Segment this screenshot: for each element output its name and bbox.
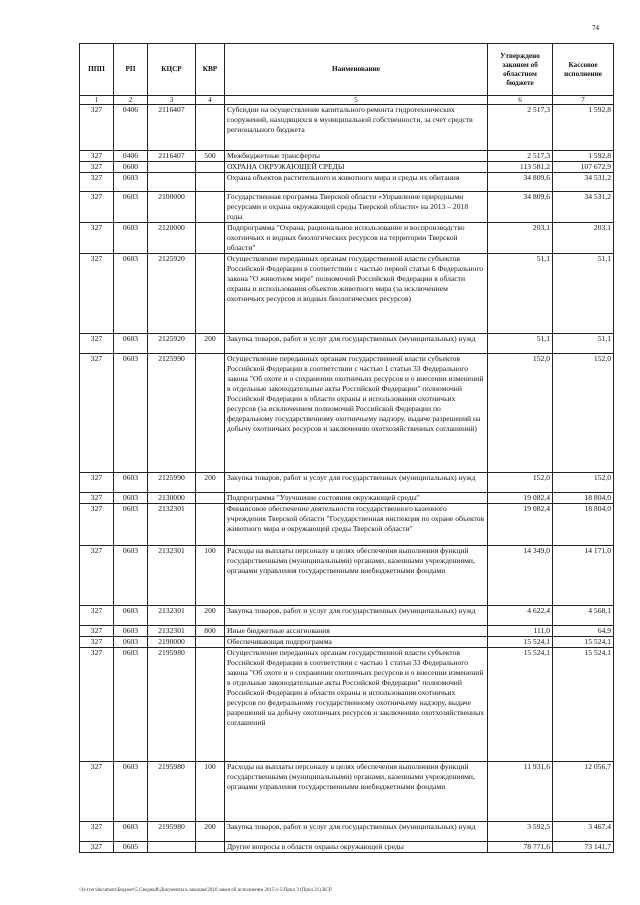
header-approved: Утверждено законом об областном бюджете xyxy=(488,44,553,96)
table-row xyxy=(80,162,614,173)
cell-kvr: 100 xyxy=(196,546,225,606)
header-ppp: ППП xyxy=(80,44,114,96)
cell-name: Закупка товаров, работ и услуг для государственных (муниципальных) нужд xyxy=(225,473,488,493)
cell-cash: 34 531,2 xyxy=(553,173,614,192)
cell-approved: 51,1 xyxy=(488,334,553,354)
table-row xyxy=(80,546,614,606)
cell-cash: 3 467,4 xyxy=(553,822,614,842)
cell-cash: 51,1 xyxy=(553,254,614,334)
cell-name: ОХРАНА ОКРУЖАЮЩЕЙ СРЕДЫ xyxy=(225,162,488,173)
cell-name: Подпрограмма "Улучшение состояния окружающей среды" xyxy=(225,493,488,504)
cell-rp: 0406 xyxy=(114,151,148,162)
cell-cash: 64,9 xyxy=(553,626,614,637)
cell-rp: 0603 xyxy=(114,504,148,546)
cell-kvr xyxy=(196,354,225,473)
cell-cash: 18 804,0 xyxy=(553,504,614,546)
table-row xyxy=(80,334,614,354)
cell-name: Осуществление переданных органам государственной власти субъектов Российской Федерации в соответствии с частью 1 статьи 33 Федерального закона "Об охоте и о сохранении охотничьих ресурсов и о внесении изменений в отдельные законодательные акты Российской Федерации" полномочий Российской Федерации в области охраны и использования охотничьих ресурсов (за исключением полномочий Российской Федерации по федеральному государственному охотничьему надзору, выдаче разрешений на добычу охотничьих ресурсов и заключению охотхозяйственных соглашений) xyxy=(225,354,488,473)
cell-rp: 0603 xyxy=(114,223,148,254)
cell-name: Охрана объектов растительного и животного мира и среды их обитания xyxy=(225,173,488,192)
cell-kvr xyxy=(196,105,225,151)
cell-rp: 0603 xyxy=(114,254,148,334)
table-row xyxy=(80,762,614,822)
cell-ppp: 327 xyxy=(80,223,114,254)
cell-kvr xyxy=(196,842,225,853)
cell-cash: 73 141,7 xyxy=(553,842,614,853)
column-numbers-row xyxy=(80,96,614,105)
table-row xyxy=(80,473,614,493)
cell-rp: 0603 xyxy=(114,606,148,626)
table-row xyxy=(80,105,614,151)
column-number: 3 xyxy=(148,96,196,105)
cell-approved: 111,0 xyxy=(488,626,553,637)
cell-kcsr: 2125920 xyxy=(148,334,196,354)
column-number: 5 xyxy=(225,96,488,105)
header-cash: Кассовое исполнение xyxy=(553,44,614,96)
cell-kcsr: 2195980 xyxy=(148,762,196,822)
table-header-row xyxy=(80,44,614,96)
cell-approved: 51,1 xyxy=(488,254,553,334)
cell-cash: 203,1 xyxy=(553,223,614,254)
column-number: 2 xyxy=(114,96,148,105)
header-kcsr: КЦСР xyxy=(148,44,196,96)
table-row xyxy=(80,354,614,473)
cell-ppp: 327 xyxy=(80,162,114,173)
cell-approved: 2 517,3 xyxy=(488,105,553,151)
cell-kcsr: 2116407 xyxy=(148,105,196,151)
cell-approved: 14 349,0 xyxy=(488,546,553,606)
cell-rp: 0603 xyxy=(114,822,148,842)
cell-name: Расходы на выплаты персоналу в целях обеспечения выполнения функций государственными (муниципальными) органами, казенными учреждениями, органами управления государственными внебюджетными фондами xyxy=(225,762,488,822)
cell-approved: 19 082,4 xyxy=(488,504,553,546)
cell-ppp: 327 xyxy=(80,822,114,842)
cell-name: Закупка товаров, работ и услуг для государственных (муниципальных) нужд xyxy=(225,606,488,626)
cell-kvr xyxy=(196,192,225,223)
cell-ppp: 327 xyxy=(80,648,114,762)
cell-rp: 0603 xyxy=(114,334,148,354)
cell-kcsr: 2195980 xyxy=(148,648,196,762)
cell-kcsr: 2132301 xyxy=(148,626,196,637)
cell-approved: 11 931,6 xyxy=(488,762,553,822)
header-name: Наименование xyxy=(225,44,488,96)
cell-approved: 78 771,6 xyxy=(488,842,553,853)
table-row xyxy=(80,223,614,254)
cell-cash: 1 592,8 xyxy=(553,105,614,151)
cell-name: Обеспечивающая подпрограмма xyxy=(225,637,488,648)
table-row xyxy=(80,626,614,637)
cell-ppp: 327 xyxy=(80,192,114,223)
table-row xyxy=(80,637,614,648)
cell-approved: 152,0 xyxy=(488,354,553,473)
table-row xyxy=(80,151,614,162)
column-number: 1 xyxy=(80,96,114,105)
cell-name: Осуществление переданных органам государственной власти субъектов Российской Федерации в соответствии с частью 1 статьи 33 Федерального закона "Об охоте и о сохранении охотничьих ресурсов и о внесении изменений в отдельные законодательные акты Российской Федерации" полномочий Российской Федерации в области охраны и использования охотничьих ресурсов по федеральному государственному охотничьему надзору, выдаче разрешений на добычу охотничьих ресурсов и заключению охотхозяйственных соглашений xyxy=(225,648,488,762)
table-row xyxy=(80,173,614,192)
cell-rp: 0600 xyxy=(114,162,148,173)
table-row xyxy=(80,493,614,504)
cell-approved: 34 809,6 xyxy=(488,173,553,192)
cell-kcsr: 2125920 xyxy=(148,254,196,334)
header-kvr: КВР xyxy=(196,44,225,96)
cell-approved: 4 622,4 xyxy=(488,606,553,626)
cell-name: Другие вопросы в области охраны окружающей среды xyxy=(225,842,488,853)
cell-name: Финансовое обеспечение деятельности государственного казенного учреждения Тверской области "Государственная инспекция по охране объектов животного мира и окружающей среды Тверской области" xyxy=(225,504,488,546)
table-row xyxy=(80,842,614,853)
cell-kvr xyxy=(196,504,225,546)
cell-approved: 15 524,1 xyxy=(488,637,553,648)
cell-ppp: 327 xyxy=(80,473,114,493)
cell-cash: 18 804,0 xyxy=(553,493,614,504)
table-row xyxy=(80,254,614,334)
cell-ppp: 327 xyxy=(80,254,114,334)
cell-kcsr: 2130000 xyxy=(148,493,196,504)
table-row xyxy=(80,504,614,546)
table-row xyxy=(80,648,614,762)
cell-cash: 34 531,2 xyxy=(553,192,614,223)
cell-cash: 15 524,1 xyxy=(553,648,614,762)
cell-ppp: 327 xyxy=(80,637,114,648)
cell-name: Государственная программа Тверской области «Управление природными ресурсами и охрана окружающей среды Тверской области» на 2013 – 2018 годы xyxy=(225,192,488,223)
cell-name: Подпрограмма "Охрана, рациональное использование и воспроизводство охотничьих и водных биологических ресурсов на территории Тверской области" xyxy=(225,223,488,254)
cell-kvr xyxy=(196,173,225,192)
column-number: 7 xyxy=(553,96,614,105)
cell-name: Субсидии на осуществление капитального ремонта гидротехнических сооружений, находящихся в муниципальной собственности, за счет средств регионального бюджета xyxy=(225,105,488,151)
cell-cash: 15 524,1 xyxy=(553,637,614,648)
cell-rp: 0603 xyxy=(114,762,148,822)
cell-approved: 152,0 xyxy=(488,473,553,493)
cell-kcsr xyxy=(148,162,196,173)
cell-kcsr: 2100000 xyxy=(148,192,196,223)
cell-ppp: 327 xyxy=(80,762,114,822)
cell-kcsr: 2116407 xyxy=(148,151,196,162)
cell-kcsr: 2132301 xyxy=(148,546,196,606)
cell-ppp: 327 xyxy=(80,546,114,606)
cell-cash: 1 592,8 xyxy=(553,151,614,162)
cell-kvr: 500 xyxy=(196,151,225,162)
cell-ppp: 327 xyxy=(80,493,114,504)
header-rp: РП xyxy=(114,44,148,96)
cell-approved: 3 592,5 xyxy=(488,822,553,842)
cell-ppp: 327 xyxy=(80,151,114,162)
cell-kvr xyxy=(196,637,225,648)
cell-ppp: 327 xyxy=(80,626,114,637)
cell-kvr xyxy=(196,493,225,504)
table-row xyxy=(80,606,614,626)
cell-rp: 0603 xyxy=(114,648,148,762)
budget-table xyxy=(79,43,614,853)
cell-kvr: 100 xyxy=(196,762,225,822)
cell-name: Иные бюджетные ассигнования xyxy=(225,626,488,637)
cell-approved: 203,1 xyxy=(488,223,553,254)
cell-cash: 4 568,1 xyxy=(553,606,614,626)
cell-kcsr: 2190000 xyxy=(148,637,196,648)
cell-rp: 0406 xyxy=(114,105,148,151)
cell-kvr xyxy=(196,648,225,762)
cell-kvr: 800 xyxy=(196,626,225,637)
table-row xyxy=(80,192,614,223)
cell-kvr: 200 xyxy=(196,606,225,626)
cell-approved: 15 524,1 xyxy=(488,648,553,762)
cell-kvr xyxy=(196,162,225,173)
cell-name: Закупка товаров, работ и услуг для государственных (муниципальных) нужд xyxy=(225,334,488,354)
cell-ppp: 327 xyxy=(80,105,114,151)
cell-kvr: 200 xyxy=(196,473,225,493)
cell-name: Расходы на выплаты персоналу в целях обеспечения выполнения функций государственными (муниципальными) органами, казенными учреждениями, органами управления государственными внебюджетными фондами xyxy=(225,546,488,606)
cell-kvr: 200 xyxy=(196,334,225,354)
cell-name: Осуществление переданных органам государственной власти субъектов Российской Федерации в соответствии с частью первой статьи 6 Федерального закона "О животном мире" полномочий Российской Федерации в области охраны и использования объектов животного мира (за исключением охотничьих ресурсов и водных биологических ресурсов) xyxy=(225,254,488,334)
cell-approved: 113 581,2 xyxy=(488,162,553,173)
cell-rp: 0603 xyxy=(114,354,148,473)
cell-kcsr: 2195980 xyxy=(148,822,196,842)
cell-ppp: 327 xyxy=(80,354,114,473)
cell-ppp: 327 xyxy=(80,842,114,853)
cell-kcsr: 2132301 xyxy=(148,504,196,546)
cell-rp: 0603 xyxy=(114,546,148,606)
cell-name: Межбюджетные трансферты xyxy=(225,151,488,162)
cell-kvr: 200 xyxy=(196,822,225,842)
cell-cash: 107 672,9 xyxy=(553,162,614,173)
cell-kvr xyxy=(196,254,225,334)
cell-rp: 0603 xyxy=(114,473,148,493)
cell-kcsr: 2125990 xyxy=(148,354,196,473)
cell-ppp: 327 xyxy=(80,504,114,546)
cell-kcsr xyxy=(148,842,196,853)
cell-approved: 34 809,6 xyxy=(488,192,553,223)
page-number: 74 xyxy=(592,24,599,32)
cell-ppp: 327 xyxy=(80,606,114,626)
cell-rp: 0603 xyxy=(114,626,148,637)
cell-approved: 19 082,4 xyxy=(488,493,553,504)
cell-kcsr xyxy=(148,173,196,192)
cell-kvr xyxy=(196,223,225,254)
cell-rp: 0605 xyxy=(114,842,148,853)
cell-cash: 152,0 xyxy=(553,354,614,473)
cell-cash: 12 056,7 xyxy=(553,762,614,822)
cell-cash: 152,0 xyxy=(553,473,614,493)
cell-rp: 0603 xyxy=(114,173,148,192)
cell-kcsr: 2125990 xyxy=(148,473,196,493)
cell-ppp: 327 xyxy=(80,173,114,192)
cell-cash: 14 171,0 xyxy=(553,546,614,606)
cell-ppp: 327 xyxy=(80,334,114,354)
column-number: 4 xyxy=(196,96,225,105)
cell-cash: 51,1 xyxy=(553,334,614,354)
footer-path: \\fs-tver\document\Бюджет\5 Сводный\Документы к законам\2016 закон об исполнении 2015\1-5\Прил 3 (Прил 31) ВСР xyxy=(79,888,332,893)
cell-rp: 0603 xyxy=(114,493,148,504)
cell-name: Закупка товаров, работ и услуг для государственных (муниципальных) нужд xyxy=(225,822,488,842)
column-number: 6 xyxy=(488,96,553,105)
cell-kcsr: 2120000 xyxy=(148,223,196,254)
cell-kcsr: 2132301 xyxy=(148,606,196,626)
cell-rp: 0603 xyxy=(114,637,148,648)
cell-rp: 0603 xyxy=(114,192,148,223)
cell-approved: 2 517,3 xyxy=(488,151,553,162)
table-row xyxy=(80,822,614,842)
